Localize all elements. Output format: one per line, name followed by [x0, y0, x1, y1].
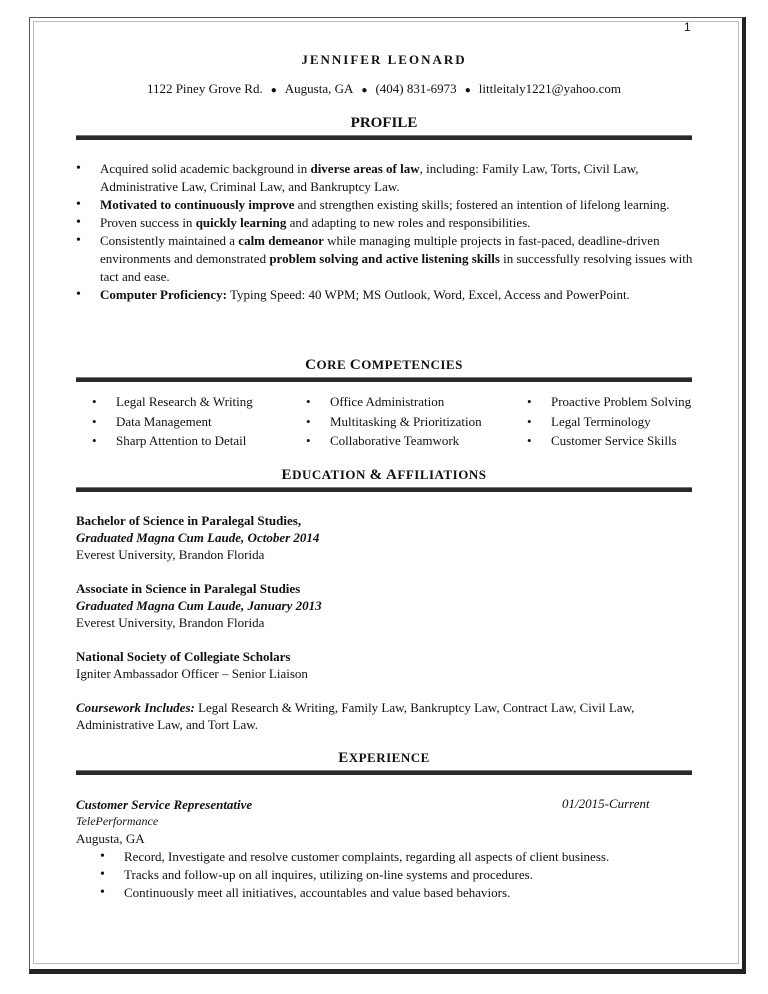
school: Everest University, Brandon Florida [76, 547, 265, 562]
competencies-column-2 [306, 392, 482, 451]
section-rule [76, 487, 692, 492]
degree-title: Associate in Science in Paralegal Studies [76, 581, 301, 596]
section-rule [76, 770, 692, 775]
list-item: • Continuously meet all initiatives, accountables and value based behaviors. [100, 884, 700, 902]
profile-heading: PROFILE [350, 115, 418, 131]
competencies-column-1 [92, 392, 253, 451]
address: 1122 Piney Grove Rd. [146, 81, 263, 96]
competencies-heading: CORE COMPETENCIES [305, 357, 463, 373]
education-heading: EDUCATION & AFFILIATIONS [281, 467, 487, 483]
list-item: • Data Management [92, 412, 253, 432]
job-dates: 01/2015-Current [562, 796, 650, 811]
company-name: TelePerformance [76, 814, 159, 828]
degree-title: Bachelor of Science in Paralegal Studies, [76, 513, 302, 528]
phone: (404) 831-6973 [375, 81, 457, 96]
degree-associate [76, 580, 696, 631]
page-number: 1 [684, 20, 691, 34]
section-rule [76, 135, 692, 140]
profile-list [76, 160, 696, 304]
city: Augusta, GA [284, 81, 354, 96]
competencies-column-3 [527, 392, 691, 451]
job-title: Customer Service Representative [76, 797, 253, 812]
experience-heading: EXPERIENCE [338, 750, 430, 766]
contact-line [0, 81, 768, 97]
list-item: • Acquired solid academic background in diverse areas of law, including: Family Law, Torts, Civil Law, Administrative Law, Criminal Law, and Bankruptcy Law. [76, 160, 696, 196]
list-item: • Computer Proficiency: Typing Speed: 40 WPM; MS Outlook, Word, Excel, Access and PowerPoint. [76, 286, 696, 304]
bullet-separator: ● [361, 85, 368, 96]
society-name: National Society of Collegiate Scholars [76, 649, 291, 664]
candidate-name: JENNIFER LEONARD [301, 52, 467, 67]
degree-bachelor [76, 512, 696, 563]
list-item: • Tracks and follow-up on all inquires, utilizing on-line systems and procedures. [100, 866, 700, 884]
list-item: • Legal Research & Writing [92, 392, 253, 412]
coursework [76, 699, 696, 733]
list-item: • Multitasking & Prioritization [306, 412, 482, 432]
list-item: • Customer Service Skills [527, 431, 691, 451]
coursework-label: Coursework Includes: [76, 700, 195, 715]
coursework-text: Legal Research & Writing, Family Law, Bankruptcy Law, Contract Law, Civil Law, Administrative Law, and Tort Law. [76, 700, 635, 732]
list-item: • Legal Terminology [527, 412, 691, 432]
degree-honor: Graduated Magna Cum Laude, January 2013 [76, 598, 322, 613]
affiliation [76, 648, 696, 682]
list-item: • Collaborative Teamwork [306, 431, 482, 451]
list-item: • Motivated to continuously improve and strengthen existing skills; fostered an intention of lifelong learning. [76, 196, 696, 214]
job-duties-list [100, 848, 700, 902]
list-item: • Sharp Attention to Detail [92, 431, 253, 451]
list-item: • Office Administration [306, 392, 482, 412]
school: Everest University, Brandon Florida [76, 615, 265, 630]
list-item: • Proactive Problem Solving [527, 392, 691, 412]
degree-honor: Graduated Magna Cum Laude, October 2014 [76, 530, 320, 545]
bullet-separator: ● [464, 85, 471, 96]
job-location: Augusta, GA [76, 831, 145, 846]
list-item: • Proven success in quickly learning and adapting to new roles and responsibilities. [76, 214, 696, 232]
bullet-separator: ● [270, 85, 277, 96]
email-link[interactable]: littleitaly1221@yahoo.com [478, 81, 622, 96]
society-role: Igniter Ambassador Officer – Senior Liaison [76, 666, 308, 681]
list-item: • Record, Investigate and resolve customer complaints, regarding all aspects of client business. [100, 848, 700, 866]
list-item: • Consistently maintained a calm demeanor while managing multiple projects in fast-paced, deadline-driven environments and demonstrated problem solving and active listening skills in successfully resolving issues with tact and ease. [76, 232, 696, 286]
section-rule [76, 377, 692, 382]
